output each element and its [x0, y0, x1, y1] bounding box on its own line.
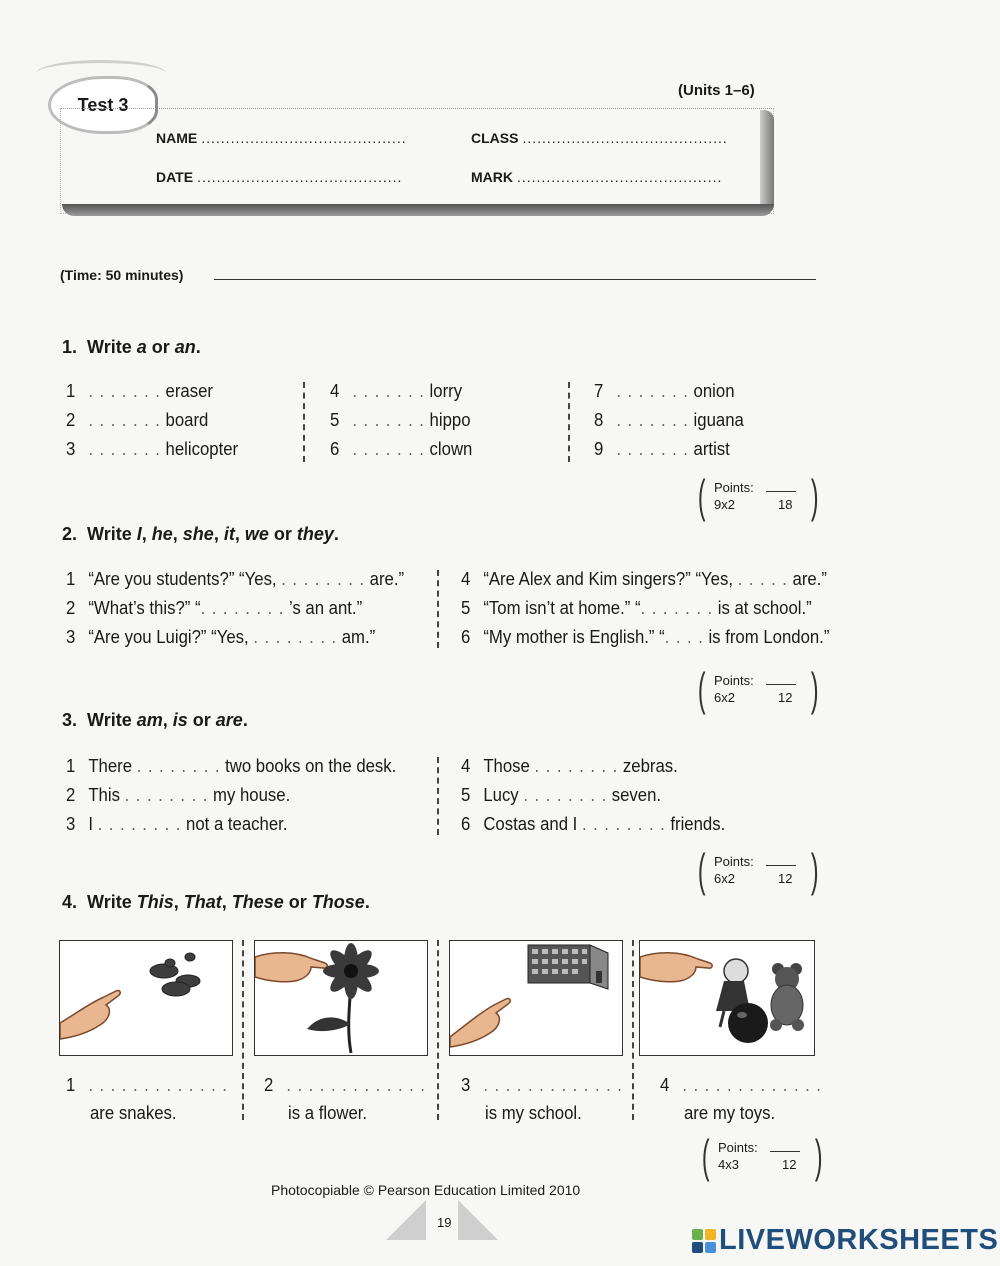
name-field[interactable]: NAME ..........................................: [156, 130, 407, 146]
ex3-item-6[interactable]: 6 Costas and I . . . . . . . . friends.: [461, 814, 726, 834]
picture-snakes: [59, 940, 233, 1056]
picture-toys: [639, 940, 815, 1056]
box-side-decoration: [760, 110, 774, 214]
ex4-blank-4[interactable]: 4 . . . . . . . . . . . . .: [660, 1075, 822, 1095]
date-field[interactable]: DATE ..........................................: [156, 169, 403, 185]
ex4-text-3: is my school.: [485, 1103, 582, 1123]
pointing-hand-flower-illustration: [255, 941, 427, 1055]
ex4-heading: 4. Write This, That, These or Those.: [62, 892, 370, 912]
ex3-item-4[interactable]: 4 Those . . . . . . . . zebras.: [461, 756, 678, 776]
ex3-item-3[interactable]: 3 I . . . . . . . . not a teacher.: [66, 814, 288, 834]
time-limit: (Time: 50 minutes): [60, 267, 184, 283]
time-rule: [214, 279, 816, 280]
pointing-hand-toys-illustration: [640, 941, 814, 1055]
ex1-item-4[interactable]: 4 . . . . . . . lorry: [330, 381, 463, 401]
ex3-points: ( Points: 6x2 12 ): [697, 844, 819, 896]
ex4-divider-1: [242, 940, 244, 1120]
ex2-item-5[interactable]: 5 “Tom isn’t at home.” “. . . . . . . is at school.”: [461, 598, 812, 618]
ex1-item-5[interactable]: 5 . . . . . . . hippo: [330, 410, 471, 430]
ex1-item-2[interactable]: 2 . . . . . . . board: [66, 410, 209, 430]
ex2-points: ( Points: 6x2 12 ): [697, 663, 819, 715]
ex2-divider: [437, 570, 439, 648]
ex2-item-3[interactable]: 3 “Are you Luigi?” “Yes, . . . . . . . . am.”: [66, 627, 376, 647]
ex2-item-6[interactable]: 6 “My mother is English.” “. . . . is from London.”: [461, 627, 830, 647]
pointing-hand-snakes-illustration: [60, 941, 232, 1055]
ex3-item-2[interactable]: 2 This . . . . . . . . my house.: [66, 785, 291, 805]
ex4-text-2: is a flower.: [288, 1103, 368, 1123]
ex1-heading: 1. Write a or an.: [62, 337, 201, 357]
ex1-item-3[interactable]: 3 . . . . . . . helicopter: [66, 439, 239, 459]
ex3-heading: 3. Write am, is or are.: [62, 710, 248, 730]
ex1-divider-1: [303, 382, 305, 462]
ex3-divider: [437, 757, 439, 835]
ex1-divider-2: [568, 382, 570, 462]
ex4-text-4: are my toys.: [684, 1103, 776, 1123]
ex4-blank-3[interactable]: 3 . . . . . . . . . . . . .: [461, 1075, 623, 1095]
ex3-item-5[interactable]: 5 Lucy . . . . . . . . seven.: [461, 785, 662, 805]
test-badge: Test 3: [48, 76, 158, 134]
ex2-item-1[interactable]: 1 “Are you students?” “Yes, . . . . . . . . are.”: [66, 569, 405, 589]
copyright: Photocopiable © Pearson Education Limited 2010: [271, 1182, 581, 1198]
ex1-item-1[interactable]: 1 . . . . . . . eraser: [66, 381, 213, 401]
ex2-item-4[interactable]: 4 “Are Alex and Kim singers?” “Yes, . . . . . are.”: [461, 569, 827, 589]
ex2-item-2[interactable]: 2 “What’s this?” “. . . . . . . . ’s an ant.”: [66, 598, 363, 618]
liveworksheets-logo-text: LIVEWORKSHEETS: [719, 1224, 999, 1256]
ex1-item-7[interactable]: 7 . . . . . . . onion: [594, 381, 735, 401]
ex4-points: ( Points: 4x3 12 ): [701, 1130, 823, 1182]
ex1-points: ( Points: 9x2 18 ): [697, 470, 819, 522]
ex1-item-9[interactable]: 9 . . . . . . . artist: [594, 439, 730, 459]
ex2-heading: 2. Write I, he, she, it, we or they.: [62, 524, 339, 544]
ex4-text-1: are snakes.: [90, 1103, 177, 1123]
ex3-item-1[interactable]: 1 There . . . . . . . . two books on the desk.: [66, 756, 397, 776]
units-label: (Units 1–6): [678, 82, 755, 99]
ex4-blank-2[interactable]: 2 . . . . . . . . . . . . .: [264, 1075, 426, 1095]
picture-school: [449, 940, 623, 1056]
pointing-hand-school-illustration: [450, 941, 622, 1055]
ex4-divider-3: [632, 940, 634, 1120]
class-field[interactable]: CLASS ..........................................: [471, 130, 728, 146]
ex4-divider-2: [437, 940, 439, 1120]
student-info-box: [60, 108, 774, 214]
mark-field[interactable]: MARK ..........................................: [471, 169, 723, 185]
box-bottom-decoration: [62, 204, 774, 216]
ex4-blank-1[interactable]: 1 . . . . . . . . . . . . .: [66, 1075, 228, 1095]
picture-flower: [254, 940, 428, 1056]
page-number: 19: [437, 1215, 452, 1230]
ex1-item-8[interactable]: 8 . . . . . . . iguana: [594, 410, 744, 430]
ex1-item-6[interactable]: 6 . . . . . . . clown: [330, 439, 473, 459]
liveworksheets-logo-icon: [692, 1229, 716, 1253]
